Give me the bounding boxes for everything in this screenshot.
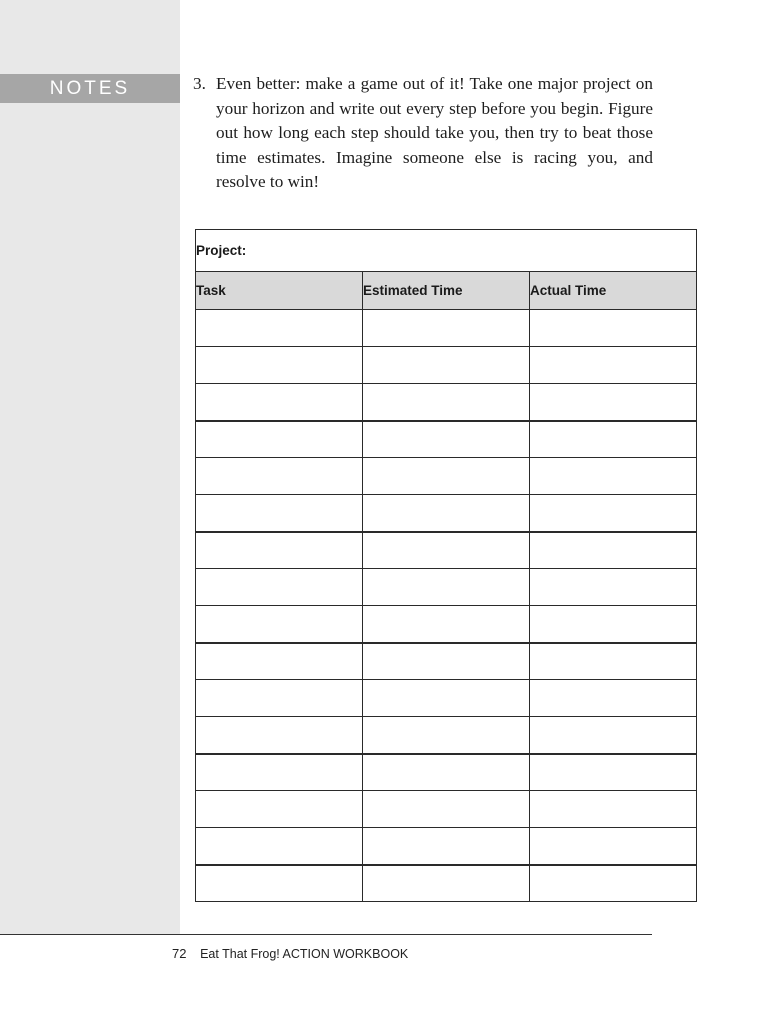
estimated-time-cell[interactable] — [363, 828, 530, 865]
table-row — [196, 865, 697, 902]
instruction-number: 3. — [193, 74, 206, 93]
estimated-time-cell[interactable] — [363, 865, 530, 902]
estimated-time-cell[interactable] — [363, 421, 530, 458]
column-header-actual-time: Actual Time — [530, 272, 697, 310]
time-estimate-worksheet — [195, 229, 697, 902]
header-row — [196, 272, 697, 310]
book-title: Eat That Frog! ACTION WORKBOOK — [200, 947, 409, 961]
actual-time-cell[interactable] — [530, 421, 697, 458]
estimated-time-cell[interactable] — [363, 680, 530, 717]
project-row — [196, 230, 697, 272]
task-cell[interactable] — [196, 532, 363, 569]
column-header-task: Task — [196, 272, 363, 310]
table-row — [196, 791, 697, 828]
table-row — [196, 458, 697, 495]
estimated-time-cell[interactable] — [363, 532, 530, 569]
estimated-time-cell[interactable] — [363, 384, 530, 421]
estimated-time-cell[interactable] — [363, 347, 530, 384]
table-row — [196, 347, 697, 384]
task-cell[interactable] — [196, 791, 363, 828]
estimated-time-cell[interactable] — [363, 310, 530, 347]
task-cell[interactable] — [196, 754, 363, 791]
page-footer — [172, 946, 408, 961]
task-cell[interactable] — [196, 384, 363, 421]
estimated-time-cell[interactable] — [363, 754, 530, 791]
notes-sidebar — [0, 0, 180, 935]
instruction-item-3 — [193, 72, 653, 195]
estimated-time-cell[interactable] — [363, 606, 530, 643]
table-row — [196, 421, 697, 458]
task-cell[interactable] — [196, 421, 363, 458]
actual-time-cell[interactable] — [530, 791, 697, 828]
table-row — [196, 606, 697, 643]
actual-time-cell[interactable] — [530, 458, 697, 495]
task-cell[interactable] — [196, 606, 363, 643]
instruction-text: Even better: make a game out of it! Take one major project on your horizon and write out every step before you begin. Figure out how long each step should take you, then try to beat those time estimates. Imagine someone else is racing you, and resolve to win! — [216, 74, 653, 192]
table-row — [196, 569, 697, 606]
task-cell[interactable] — [196, 865, 363, 902]
table-row — [196, 754, 697, 791]
estimated-time-cell[interactable] — [363, 569, 530, 606]
estimated-time-cell[interactable] — [363, 495, 530, 532]
column-header-estimated-time: Estimated Time — [363, 272, 530, 310]
task-cell[interactable] — [196, 828, 363, 865]
estimated-time-cell[interactable] — [363, 791, 530, 828]
task-cell[interactable] — [196, 717, 363, 754]
table-row — [196, 643, 697, 680]
task-cell[interactable] — [196, 495, 363, 532]
actual-time-cell[interactable] — [530, 347, 697, 384]
actual-time-cell[interactable] — [530, 384, 697, 421]
table-row — [196, 495, 697, 532]
task-cell[interactable] — [196, 680, 363, 717]
actual-time-cell[interactable] — [530, 680, 697, 717]
actual-time-cell[interactable] — [530, 828, 697, 865]
actual-time-cell[interactable] — [530, 569, 697, 606]
table-row — [196, 828, 697, 865]
actual-time-cell[interactable] — [530, 717, 697, 754]
actual-time-cell[interactable] — [530, 606, 697, 643]
task-cell[interactable] — [196, 310, 363, 347]
table-row — [196, 384, 697, 421]
task-cell[interactable] — [196, 643, 363, 680]
estimated-time-cell[interactable] — [363, 717, 530, 754]
notes-label: NOTES — [0, 74, 180, 103]
task-cell[interactable] — [196, 569, 363, 606]
table-row — [196, 680, 697, 717]
estimated-time-cell[interactable] — [363, 643, 530, 680]
project-label[interactable]: Project: — [196, 230, 697, 272]
actual-time-cell[interactable] — [530, 310, 697, 347]
actual-time-cell[interactable] — [530, 865, 697, 902]
task-cell[interactable] — [196, 458, 363, 495]
table-row — [196, 310, 697, 347]
table-row — [196, 532, 697, 569]
table-row — [196, 717, 697, 754]
footer-rule — [0, 934, 652, 935]
actual-time-cell[interactable] — [530, 754, 697, 791]
actual-time-cell[interactable] — [530, 532, 697, 569]
page-number: 72 — [172, 946, 187, 961]
actual-time-cell[interactable] — [530, 643, 697, 680]
task-cell[interactable] — [196, 347, 363, 384]
estimated-time-cell[interactable] — [363, 458, 530, 495]
actual-time-cell[interactable] — [530, 495, 697, 532]
